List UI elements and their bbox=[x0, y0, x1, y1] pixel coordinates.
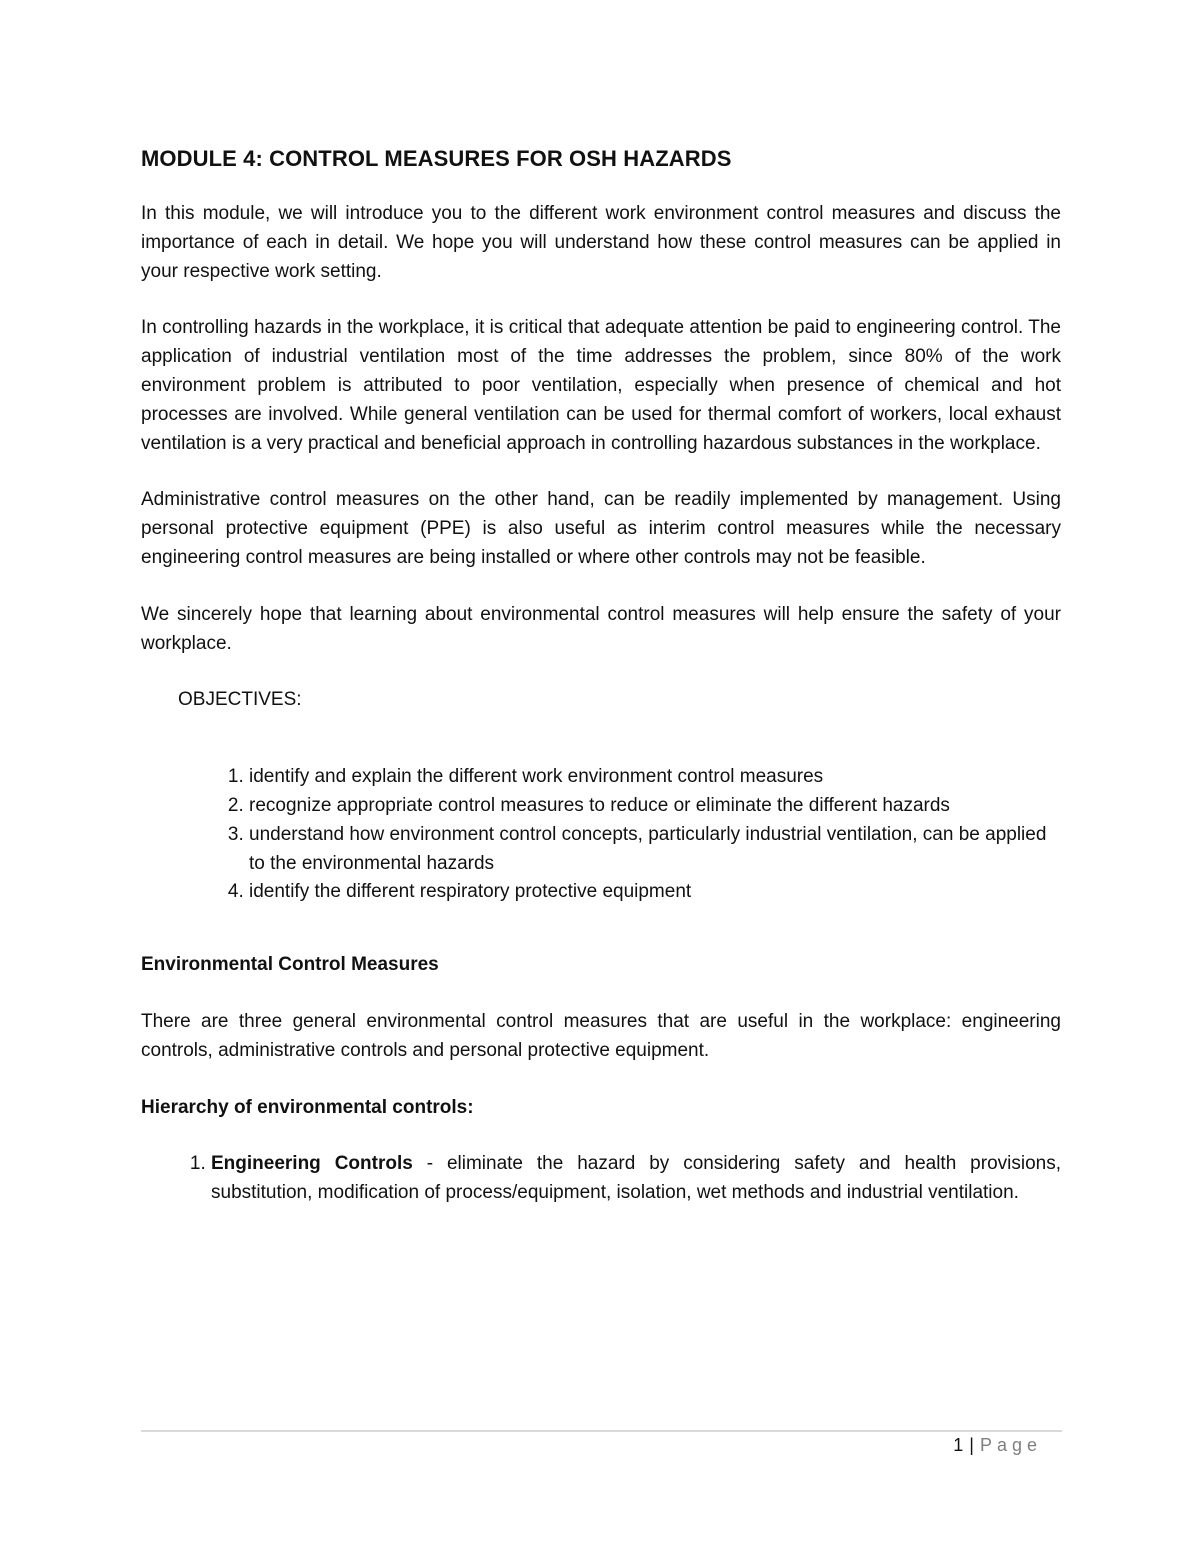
page-number: 1 bbox=[953, 1435, 964, 1455]
closing-paragraph: We sincerely hope that learning about environmental control measures will help ensure the safety of your workplace. bbox=[141, 603, 1061, 654]
page-content bbox=[141, 146, 1061, 1208]
hierarchy-heading: Hierarchy of environmental controls: bbox=[141, 1096, 474, 1118]
objectives-list bbox=[141, 763, 1061, 907]
objective-item: 3. understand how environment control concepts, particularly industrial ventilation, can be applied to the environmental hazards bbox=[249, 821, 1061, 879]
module-title: MODULE 4: CONTROL MEASURES FOR OSH HAZARDS bbox=[141, 146, 732, 171]
engineering-paragraph: In controlling hazards in the workplace, it is critical that adequate attention be paid to engineering control. The application of industrial ventilation most of the time addresses the problem, since 80% of the work environment problem is attributed to poor ventilation, especially when presence of chemical and hot processes are involved. While general ventilation can be used for thermal comfort of workers, local exhaust ventilation is a very practical and beneficial approach in controlling hazardous substances in the workplace. bbox=[141, 317, 1061, 454]
intro-paragraph: In this module, we will introduce you to the different work environment control measures and discuss the importance of each in detail. We hope you will understand how these control measures can be applied in your respective work setting. bbox=[141, 203, 1061, 282]
hierarchy-item bbox=[211, 1150, 1061, 1208]
hierarchy-list bbox=[141, 1150, 1061, 1208]
footer-separator: | bbox=[969, 1435, 974, 1455]
hierarchy-term: Engineering Controls bbox=[211, 1153, 413, 1175]
objective-item: 4. identify the different respiratory protective equipment bbox=[249, 878, 1061, 907]
footer-divider bbox=[141, 1430, 1062, 1432]
page-label: Page bbox=[979, 1435, 1042, 1455]
objective-item: 2. recognize appropriate control measures to reduce or eliminate the different hazards bbox=[249, 792, 1061, 821]
administrative-paragraph: Administrative control measures on the other hand, can be readily implemented by management. Using personal protective equipment (PPE) is also useful as interim control measures while the necessary engineering control measures are being installed or where other controls may not be feasible. bbox=[141, 489, 1061, 568]
section-intro: There are three general environmental control measures that are useful in the workplace: engineering controls, administrative controls and personal protective equipment. bbox=[141, 1010, 1061, 1061]
section-heading: Environmental Control Measures bbox=[141, 954, 439, 976]
objective-item: 1. identify and explain the different work environment control measures bbox=[249, 763, 1061, 792]
page-footer bbox=[953, 1435, 1042, 1456]
hierarchy-desc: - eliminate the hazard by considering safety and health provisions, substitution, modification of process/equipment, isolation, wet methods and industrial ventilation. bbox=[211, 1153, 1061, 1204]
objectives-heading: OBJECTIVES: bbox=[178, 689, 302, 711]
